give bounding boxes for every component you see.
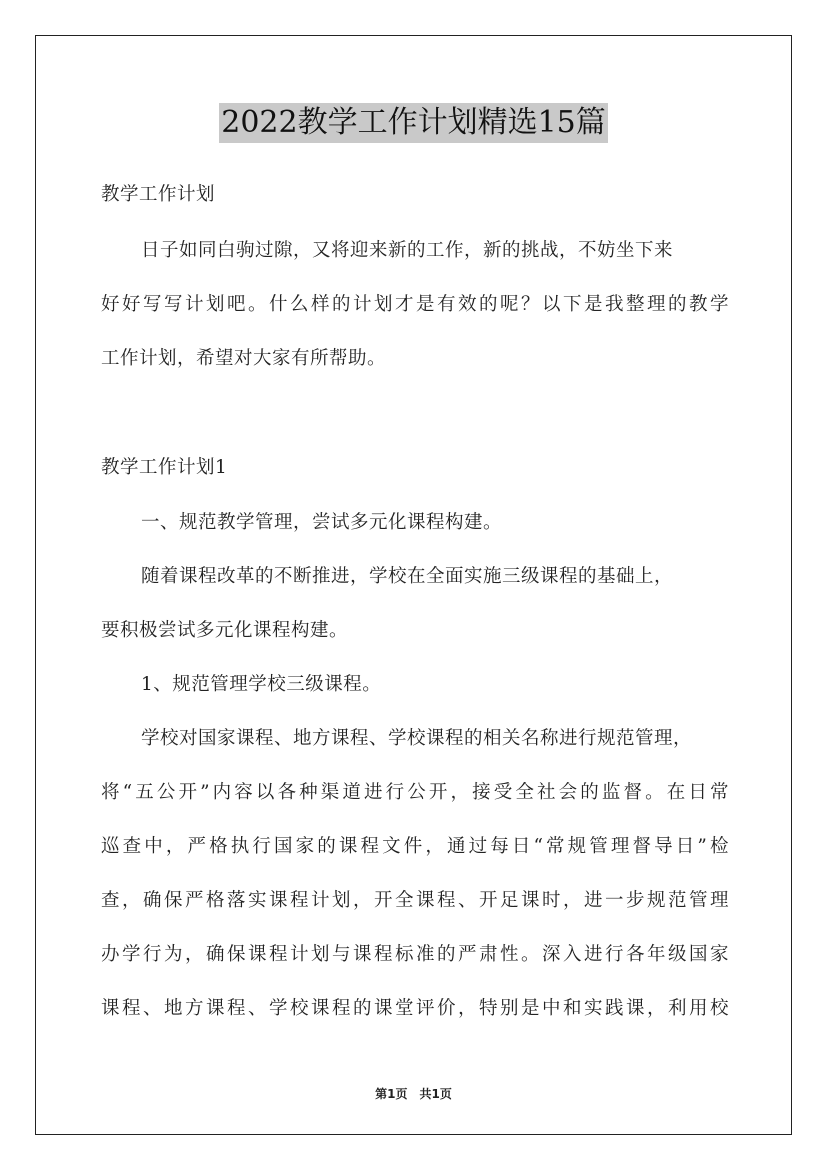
intro-line-3: 工作计划，希望对大家有所帮助。 bbox=[101, 348, 387, 369]
s1-para2-line-4: 查，确保严格落实课程计划，开全课程、开足课时，进一步规范管理 bbox=[101, 890, 729, 911]
section1-heading: 教学工作计划1 bbox=[101, 457, 228, 478]
page-footer: 第1页 共1页 bbox=[375, 1087, 452, 1101]
intro-line-1: 日子如同白驹过隙，又将迎来新的工作，新的挑战，不妨坐下来 bbox=[141, 240, 674, 261]
s1-sub1: 1、规范管理学校三级课程。 bbox=[141, 674, 382, 695]
s1-para1-line-2: 要积极尝试多元化课程构建。 bbox=[101, 620, 349, 641]
s1-para2-line-5: 办学行为，确保课程计划与课程标准的严肃性。深入进行各年级国家 bbox=[101, 944, 729, 965]
title-container bbox=[0, 103, 827, 143]
document-title: 2022教学工作计划精选15篇 bbox=[219, 103, 608, 143]
s1-item1: 一、规范教学管理，尝试多元化课程构建。 bbox=[141, 512, 503, 533]
s1-para2-line-3: 巡查中，严格执行国家的课程文件，通过每日“常规管理督导日”检 bbox=[101, 836, 729, 857]
intro-heading: 教学工作计划 bbox=[101, 184, 216, 205]
s1-para2-line-2: 将“五公开”内容以各种渠道进行公开，接受全社会的监督。在日常 bbox=[101, 782, 729, 803]
s1-para2-line-6: 课程、地方课程、学校课程的课堂评价，特别是中和实践课，利用校 bbox=[101, 998, 729, 1019]
s1-para1-line-1: 随着课程改革的不断推进，学校在全面实施三级课程的基础上， bbox=[141, 566, 674, 587]
s1-para2-line-1: 学校对国家课程、地方课程、学校课程的相关名称进行规范管理， bbox=[141, 728, 693, 749]
intro-line-2: 好好写写计划吧。什么样的计划才是有效的呢？以下是我整理的教学 bbox=[101, 294, 729, 315]
